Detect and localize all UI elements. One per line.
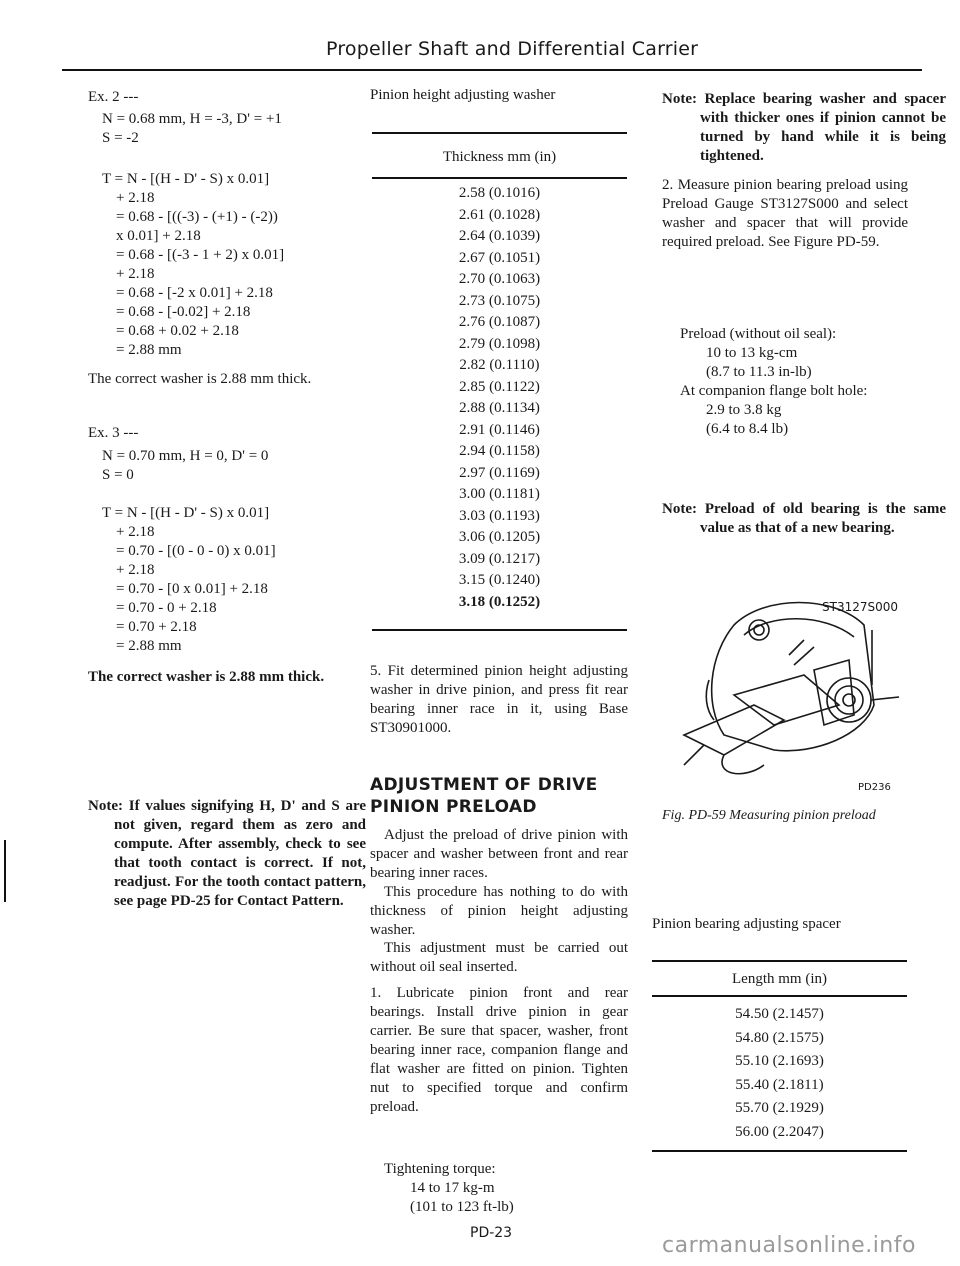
table-row: 55.10 (2.1693) bbox=[735, 1053, 824, 1069]
table-row: 2.91 (0.1146) bbox=[459, 421, 540, 438]
table-row: 2.67 (0.1051) bbox=[458, 249, 541, 266]
spacer-rule-header bbox=[652, 995, 907, 997]
ex2-given-1: N = 0.68 mm, H = -3, D' = +1 bbox=[102, 111, 282, 127]
spacer-rule-top bbox=[652, 960, 907, 962]
spacer-table-title: Pinion bearing adjusting spacer bbox=[652, 916, 841, 932]
margin-mark bbox=[4, 840, 6, 902]
preload-value-1: 10 to 13 kg-cm bbox=[706, 345, 798, 361]
ex3-label: Ex. 3 --- bbox=[88, 425, 139, 441]
ex3-conclusion: The correct washer is 2.88 mm thick. bbox=[88, 669, 325, 685]
table-row: 2.82 (0.1110) bbox=[459, 357, 540, 373]
calc-line: = 0.68 - [((-3) - (+1) - (-2)) bbox=[116, 209, 278, 225]
table-row: 56.00 (2.2047) bbox=[735, 1123, 824, 1140]
table-row: 55.70 (2.1929) bbox=[735, 1100, 824, 1116]
table-row: 54.50 (2.1457) bbox=[735, 1006, 824, 1022]
ex2-calculation bbox=[102, 170, 284, 360]
figure-tool-label: ST3127S000 bbox=[822, 600, 899, 614]
table-row: 55.40 (2.1811) bbox=[735, 1076, 824, 1093]
table-row: 3.00 (0.1181) bbox=[459, 486, 540, 502]
calc-line: = 0.68 - [-0.02] + 2.18 bbox=[116, 304, 251, 320]
step-5: 5. Fit determined pinion height adjusting washer in drive pinion, and press fit rear bearing inner race in it, using Base ST30901000. bbox=[370, 663, 628, 736]
washer-table-header: Thickness mm (in) bbox=[442, 149, 557, 165]
flange-value-2: (6.4 to 8.4 lb) bbox=[706, 421, 789, 437]
ex2-conclusion: The correct washer is 2.88 mm thick. bbox=[88, 371, 312, 387]
calc-line: = 0.68 - [-2 x 0.01] + 2.18 bbox=[116, 285, 273, 301]
table-row: 2.97 (0.1169) bbox=[459, 464, 540, 481]
table-row: 2.73 (0.1075) bbox=[458, 292, 541, 309]
flange-value-1: 2.9 to 3.8 kg bbox=[706, 402, 782, 418]
table-row: 2.94 (0.1158) bbox=[459, 443, 540, 459]
calc-line: = 2.88 mm bbox=[116, 342, 182, 358]
note-values: Note: If values signifying H, D' and S are not given, regard them as zero and compute. After assembly, check to see that tooth contact is correct. If not, readjust. For the tooth contact pattern, see page PD-25 for Contact Pattern. bbox=[88, 798, 366, 909]
flange-label: At companion flange bolt hole: bbox=[680, 383, 868, 399]
calc-line: + 2.18 bbox=[116, 266, 155, 282]
calc-line: = 0.68 - [(-3 - 1 + 2) x 0.01] bbox=[116, 247, 285, 263]
calc-line: = 2.88 mm bbox=[116, 638, 182, 654]
figure-caption: Fig. PD-59 Measuring pinion preload bbox=[662, 808, 876, 823]
spacer-table-body bbox=[652, 1003, 907, 1144]
header-rule bbox=[62, 69, 922, 71]
section-para-1: Adjust the preload of drive pinion with spacer and washer between front and rear bearing inner races. bbox=[370, 827, 628, 881]
washer-table-body bbox=[372, 183, 627, 613]
torque-value-metric: 14 to 17 kg-m bbox=[410, 1180, 495, 1196]
calc-line: + 2.18 bbox=[116, 562, 155, 578]
table-rule-top bbox=[372, 132, 627, 134]
section-heading-line-1: ADJUSTMENT OF DRIVE bbox=[370, 775, 598, 795]
preload-value-2: (8.7 to 11.3 in-lb) bbox=[706, 364, 812, 380]
figure-code: PD236 bbox=[858, 782, 891, 793]
calc-line: T = N - [(H - D' - S) x 0.01] bbox=[102, 171, 270, 187]
table-rule-bottom bbox=[372, 629, 627, 631]
table-row: 3.18 (0.1252) bbox=[458, 593, 541, 610]
calc-line: x 0.01] + 2.18 bbox=[116, 228, 201, 244]
page-number: PD-23 bbox=[470, 1225, 513, 1241]
table-row: 54.80 (2.1575) bbox=[735, 1029, 824, 1046]
table-row: 2.64 (0.1039) bbox=[458, 228, 541, 244]
preload-label: Preload (without oil seal): bbox=[680, 326, 837, 342]
torque-label: Tightening torque: bbox=[384, 1161, 496, 1177]
calc-line: = 0.68 + 0.02 + 2.18 bbox=[116, 323, 239, 339]
table-row: 2.79 (0.1098) bbox=[458, 335, 541, 352]
table-row: 2.85 (0.1122) bbox=[459, 378, 540, 395]
calc-line: = 0.70 - [(0 - 0 - 0) x 0.01] bbox=[116, 543, 276, 559]
calc-line: = 0.70 - [0 x 0.01] + 2.18 bbox=[116, 581, 268, 597]
calc-line: T = N - [(H - D' - S) x 0.01] bbox=[102, 505, 270, 521]
table-row: 2.76 (0.1087) bbox=[458, 314, 541, 330]
step-1: 1. Lubricate pinion front and rear bearings. Install drive pinion in gear carrier. Be sure that spacer, washer, front bearing inner race, companion flange and flat washer are fitted on pinion. Tighten nut to specified torque and confirm preload. bbox=[370, 985, 628, 1115]
calc-line: + 2.18 bbox=[116, 524, 155, 540]
ex2-label: Ex. 2 --- bbox=[88, 89, 139, 105]
table-rule-header bbox=[372, 177, 627, 179]
table-row: 3.06 (0.1205) bbox=[458, 529, 541, 545]
ex3-given-2: S = 0 bbox=[102, 467, 134, 483]
section-heading-line-2: PINION PRELOAD bbox=[370, 797, 537, 817]
ex3-given-1: N = 0.70 mm, H = 0, D' = 0 bbox=[102, 448, 269, 464]
watermark: carmanualsonline.info bbox=[662, 1233, 916, 1258]
torque-value-imperial: (101 to 123 ft-lb) bbox=[410, 1199, 514, 1215]
note-replace: Note: Replace bearing washer and spacer with thicker ones if pinion cannot be turned by hand while it is being tightened. bbox=[662, 91, 946, 164]
table-row: 3.09 (0.1217) bbox=[458, 550, 541, 567]
calc-line: + 2.18 bbox=[116, 190, 155, 206]
section-para-3: This adjustment must be carried out without oil seal inserted. bbox=[370, 940, 628, 975]
table-row: 2.88 (0.1134) bbox=[459, 400, 540, 416]
ex2-given-2: S = -2 bbox=[102, 130, 139, 146]
ex3-calculation bbox=[102, 504, 276, 656]
table-row: 2.70 (0.1063) bbox=[458, 271, 541, 287]
spacer-rule-bottom bbox=[652, 1150, 907, 1152]
section-heading bbox=[370, 774, 598, 818]
note-old-bearing: Note: Preload of old bearing is the same value as that of a new bearing. bbox=[662, 501, 946, 536]
table-row: 3.15 (0.1240) bbox=[458, 572, 541, 588]
calc-line: = 0.70 - 0 + 2.18 bbox=[116, 600, 217, 616]
table-row: 3.03 (0.1193) bbox=[459, 507, 540, 524]
calc-line: = 0.70 + 2.18 bbox=[116, 619, 197, 635]
table-row: 2.61 (0.1028) bbox=[458, 206, 541, 223]
spacer-table-header: Length mm (in) bbox=[732, 971, 827, 987]
table-row: 2.58 (0.1016) bbox=[458, 185, 541, 201]
page-title: Propeller Shaft and Differential Carrier bbox=[326, 38, 699, 60]
section-para-2: This procedure has nothing to do with thickness of pinion height adjusting washer. bbox=[370, 884, 628, 938]
step-2: 2. Measure pinion bearing preload using Preload Gauge ST3127S000 and select washer and spacer that will provide required preload. See Figure PD-59. bbox=[662, 177, 908, 250]
washer-table-title: Pinion height adjusting washer bbox=[370, 87, 556, 103]
